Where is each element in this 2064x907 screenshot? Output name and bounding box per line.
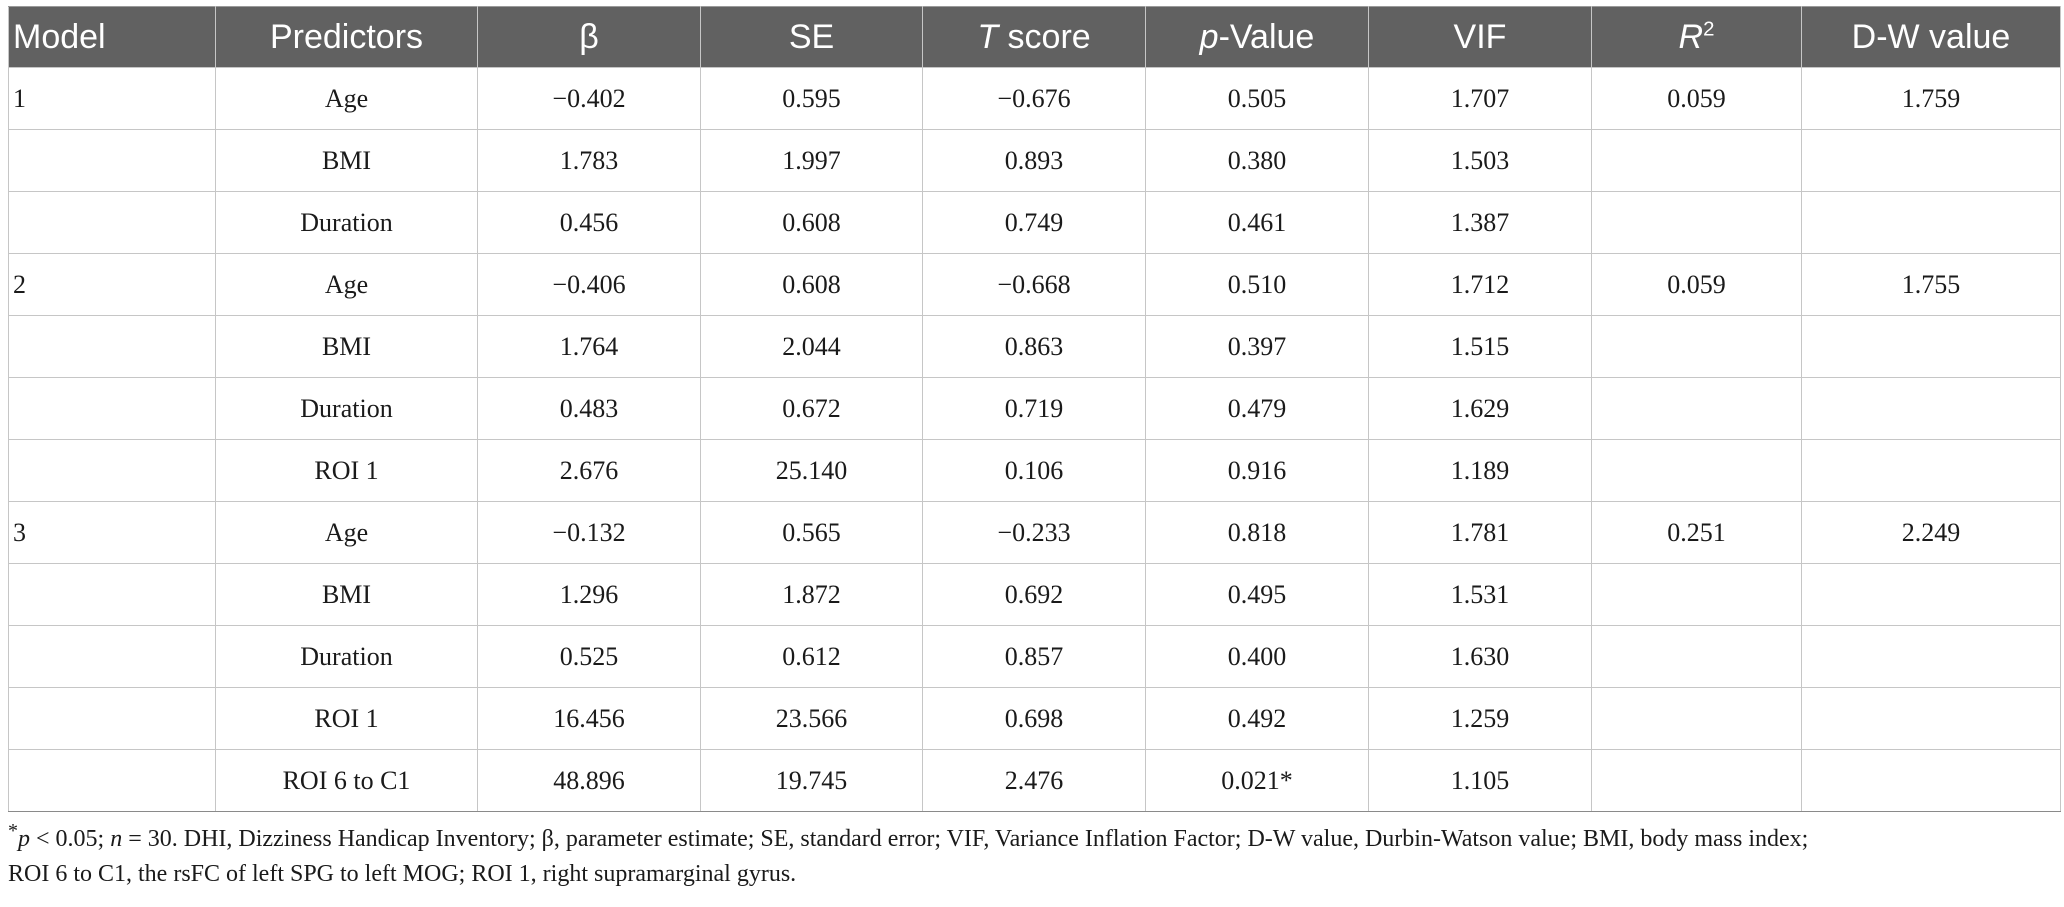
vif-cell: 1.105	[1369, 750, 1592, 812]
beta-cell: 1.764	[478, 316, 701, 378]
vif-cell: 1.707	[1369, 68, 1592, 130]
se-cell: 1.997	[701, 130, 923, 192]
r-squared-cell: 0.059	[1592, 68, 1802, 130]
beta-cell: 1.783	[478, 130, 701, 192]
table-row	[9, 626, 2061, 688]
beta-cell: 0.456	[478, 192, 701, 254]
model-cell	[9, 688, 216, 750]
p-value-cell: 0.021*	[1146, 750, 1369, 812]
vif-cell: 1.259	[1369, 688, 1592, 750]
se-cell: 1.872	[701, 564, 923, 626]
table-footnote	[8, 814, 2060, 892]
vif-cell: 1.189	[1369, 440, 1592, 502]
table-row	[9, 564, 2061, 626]
t-score-cell: 0.749	[923, 192, 1146, 254]
model-cell	[9, 440, 216, 502]
t-score-cell: 0.698	[923, 688, 1146, 750]
dw-value-cell	[1802, 626, 2061, 688]
footnote-p-symbol: p	[18, 826, 30, 852]
vif-cell: 1.387	[1369, 192, 1592, 254]
p-value-cell: 0.916	[1146, 440, 1369, 502]
se-cell: 0.608	[701, 254, 923, 316]
predictor-cell: ROI 6 to C1	[216, 750, 478, 812]
table-row	[9, 192, 2061, 254]
se-cell: 2.044	[701, 316, 923, 378]
model-cell	[9, 130, 216, 192]
dw-value-cell	[1802, 688, 2061, 750]
beta-cell: −0.402	[478, 68, 701, 130]
footnote-line-1	[8, 814, 2060, 857]
predictor-cell: ROI 1	[216, 440, 478, 502]
header-r-squared: $R^2$	[1592, 7, 1802, 68]
model-cell	[9, 626, 216, 688]
predictor-cell: BMI	[216, 316, 478, 378]
t-score-cell: 0.857	[923, 626, 1146, 688]
model-cell	[9, 564, 216, 626]
header-beta: β	[478, 7, 701, 68]
se-cell: 0.595	[701, 68, 923, 130]
vif-cell: 1.630	[1369, 626, 1592, 688]
table-row	[9, 688, 2061, 750]
dw-value-cell: 1.759	[1802, 68, 2061, 130]
vif-cell: 1.515	[1369, 316, 1592, 378]
p-value-cell: 0.495	[1146, 564, 1369, 626]
header-row	[9, 7, 2061, 68]
predictor-cell: Duration	[216, 626, 478, 688]
table-header	[9, 7, 2061, 68]
header-vif: VIF	[1369, 7, 1592, 68]
se-cell: 0.612	[701, 626, 923, 688]
dw-value-cell	[1802, 378, 2061, 440]
p-value-cell: 0.461	[1146, 192, 1369, 254]
p-value-cell: 0.380	[1146, 130, 1369, 192]
t-score-cell: 0.863	[923, 316, 1146, 378]
p-value-cell: 0.397	[1146, 316, 1369, 378]
beta-cell: −0.132	[478, 502, 701, 564]
predictor-cell: Age	[216, 254, 478, 316]
dw-value-cell	[1802, 130, 2061, 192]
beta-cell: 48.896	[478, 750, 701, 812]
model-cell	[9, 192, 216, 254]
model-cell: 1	[9, 68, 216, 130]
beta-cell: 0.483	[478, 378, 701, 440]
dw-value-cell	[1802, 192, 2061, 254]
regression-table	[8, 6, 2061, 812]
beta-cell: 1.296	[478, 564, 701, 626]
header-se: SE	[701, 7, 923, 68]
t-score-cell: 0.692	[923, 564, 1146, 626]
header-predictors: Predictors	[216, 7, 478, 68]
t-score-cell: 0.106	[923, 440, 1146, 502]
predictor-cell: Age	[216, 502, 478, 564]
p-value-cell: 0.505	[1146, 68, 1369, 130]
model-cell	[9, 750, 216, 812]
vif-cell: 1.712	[1369, 254, 1592, 316]
predictor-cell: Duration	[216, 192, 478, 254]
dw-value-cell	[1802, 440, 2061, 502]
table-row	[9, 440, 2061, 502]
p-value-cell: 0.492	[1146, 688, 1369, 750]
r-squared-cell	[1592, 750, 1802, 812]
r-squared-cell	[1592, 316, 1802, 378]
predictor-cell: BMI	[216, 564, 478, 626]
dw-value-cell	[1802, 564, 2061, 626]
dw-value-cell	[1802, 750, 2061, 812]
p-value-cell: 0.818	[1146, 502, 1369, 564]
t-score-cell: −0.676	[923, 68, 1146, 130]
vif-cell: 1.503	[1369, 130, 1592, 192]
header-t-score: T score	[923, 7, 1146, 68]
dw-value-cell: 2.249	[1802, 502, 2061, 564]
t-score-cell: −0.668	[923, 254, 1146, 316]
predictor-cell: ROI 1	[216, 688, 478, 750]
dw-value-cell	[1802, 316, 2061, 378]
table-row	[9, 750, 2061, 812]
header-dw-value: D-W value	[1802, 7, 2061, 68]
header-p-value: p-Value	[1146, 7, 1369, 68]
r-squared-cell	[1592, 440, 1802, 502]
se-cell: 0.565	[701, 502, 923, 564]
vif-cell: 1.781	[1369, 502, 1592, 564]
t-score-cell: 0.893	[923, 130, 1146, 192]
footnote-n-symbol: n	[110, 826, 123, 852]
r-squared-cell: 0.251	[1592, 502, 1802, 564]
r-squared-cell: 0.059	[1592, 254, 1802, 316]
r-squared-cell	[1592, 192, 1802, 254]
dw-value-cell: 1.755	[1802, 254, 2061, 316]
se-cell: 19.745	[701, 750, 923, 812]
p-value-cell: 0.510	[1146, 254, 1369, 316]
beta-cell: −0.406	[478, 254, 701, 316]
model-cell	[9, 316, 216, 378]
r-squared-cell	[1592, 130, 1802, 192]
t-score-cell: −0.233	[923, 502, 1146, 564]
header-model: Model	[9, 7, 216, 68]
r-squared-cell	[1592, 688, 1802, 750]
predictor-cell: Duration	[216, 378, 478, 440]
model-cell: 2	[9, 254, 216, 316]
r-squared-cell	[1592, 564, 1802, 626]
table-row	[9, 68, 2061, 130]
footnote-threshold: < 0.05;	[30, 826, 111, 852]
vif-cell: 1.531	[1369, 564, 1592, 626]
p-value-cell: 0.479	[1146, 378, 1369, 440]
r-squared-cell	[1592, 626, 1802, 688]
vif-cell: 1.629	[1369, 378, 1592, 440]
beta-cell: 2.676	[478, 440, 701, 502]
p-value-cell: 0.400	[1146, 626, 1369, 688]
se-cell: 0.672	[701, 378, 923, 440]
predictor-cell: BMI	[216, 130, 478, 192]
t-score-cell: 2.476	[923, 750, 1146, 812]
se-cell: 0.608	[701, 192, 923, 254]
table-body	[9, 68, 2061, 812]
model-cell	[9, 378, 216, 440]
r-squared-cell	[1592, 378, 1802, 440]
beta-cell: 16.456	[478, 688, 701, 750]
footnote-line-2: ROI 6 to C1, the rsFC of left SPG to left MOG; ROI 1, right supramarginal gyrus.	[8, 861, 797, 887]
se-cell: 25.140	[701, 440, 923, 502]
t-score-cell: 0.719	[923, 378, 1146, 440]
se-cell: 23.566	[701, 688, 923, 750]
model-cell: 3	[9, 502, 216, 564]
table-row	[9, 378, 2061, 440]
table-row	[9, 130, 2061, 192]
footnote-star: *	[8, 820, 18, 842]
beta-cell: 0.525	[478, 626, 701, 688]
table-row	[9, 254, 2061, 316]
regression-table-container	[8, 6, 2060, 812]
table-row	[9, 316, 2061, 378]
predictor-cell: Age	[216, 68, 478, 130]
footnote-abbreviations: = 30. DHI, Dizziness Handicap Inventory; β, parameter estimate; SE, standard error; VIF, Variance Inflation Factor; D-W value, Durbin-Watson value; BMI, body mass index;	[122, 826, 1809, 852]
table-row	[9, 502, 2061, 564]
